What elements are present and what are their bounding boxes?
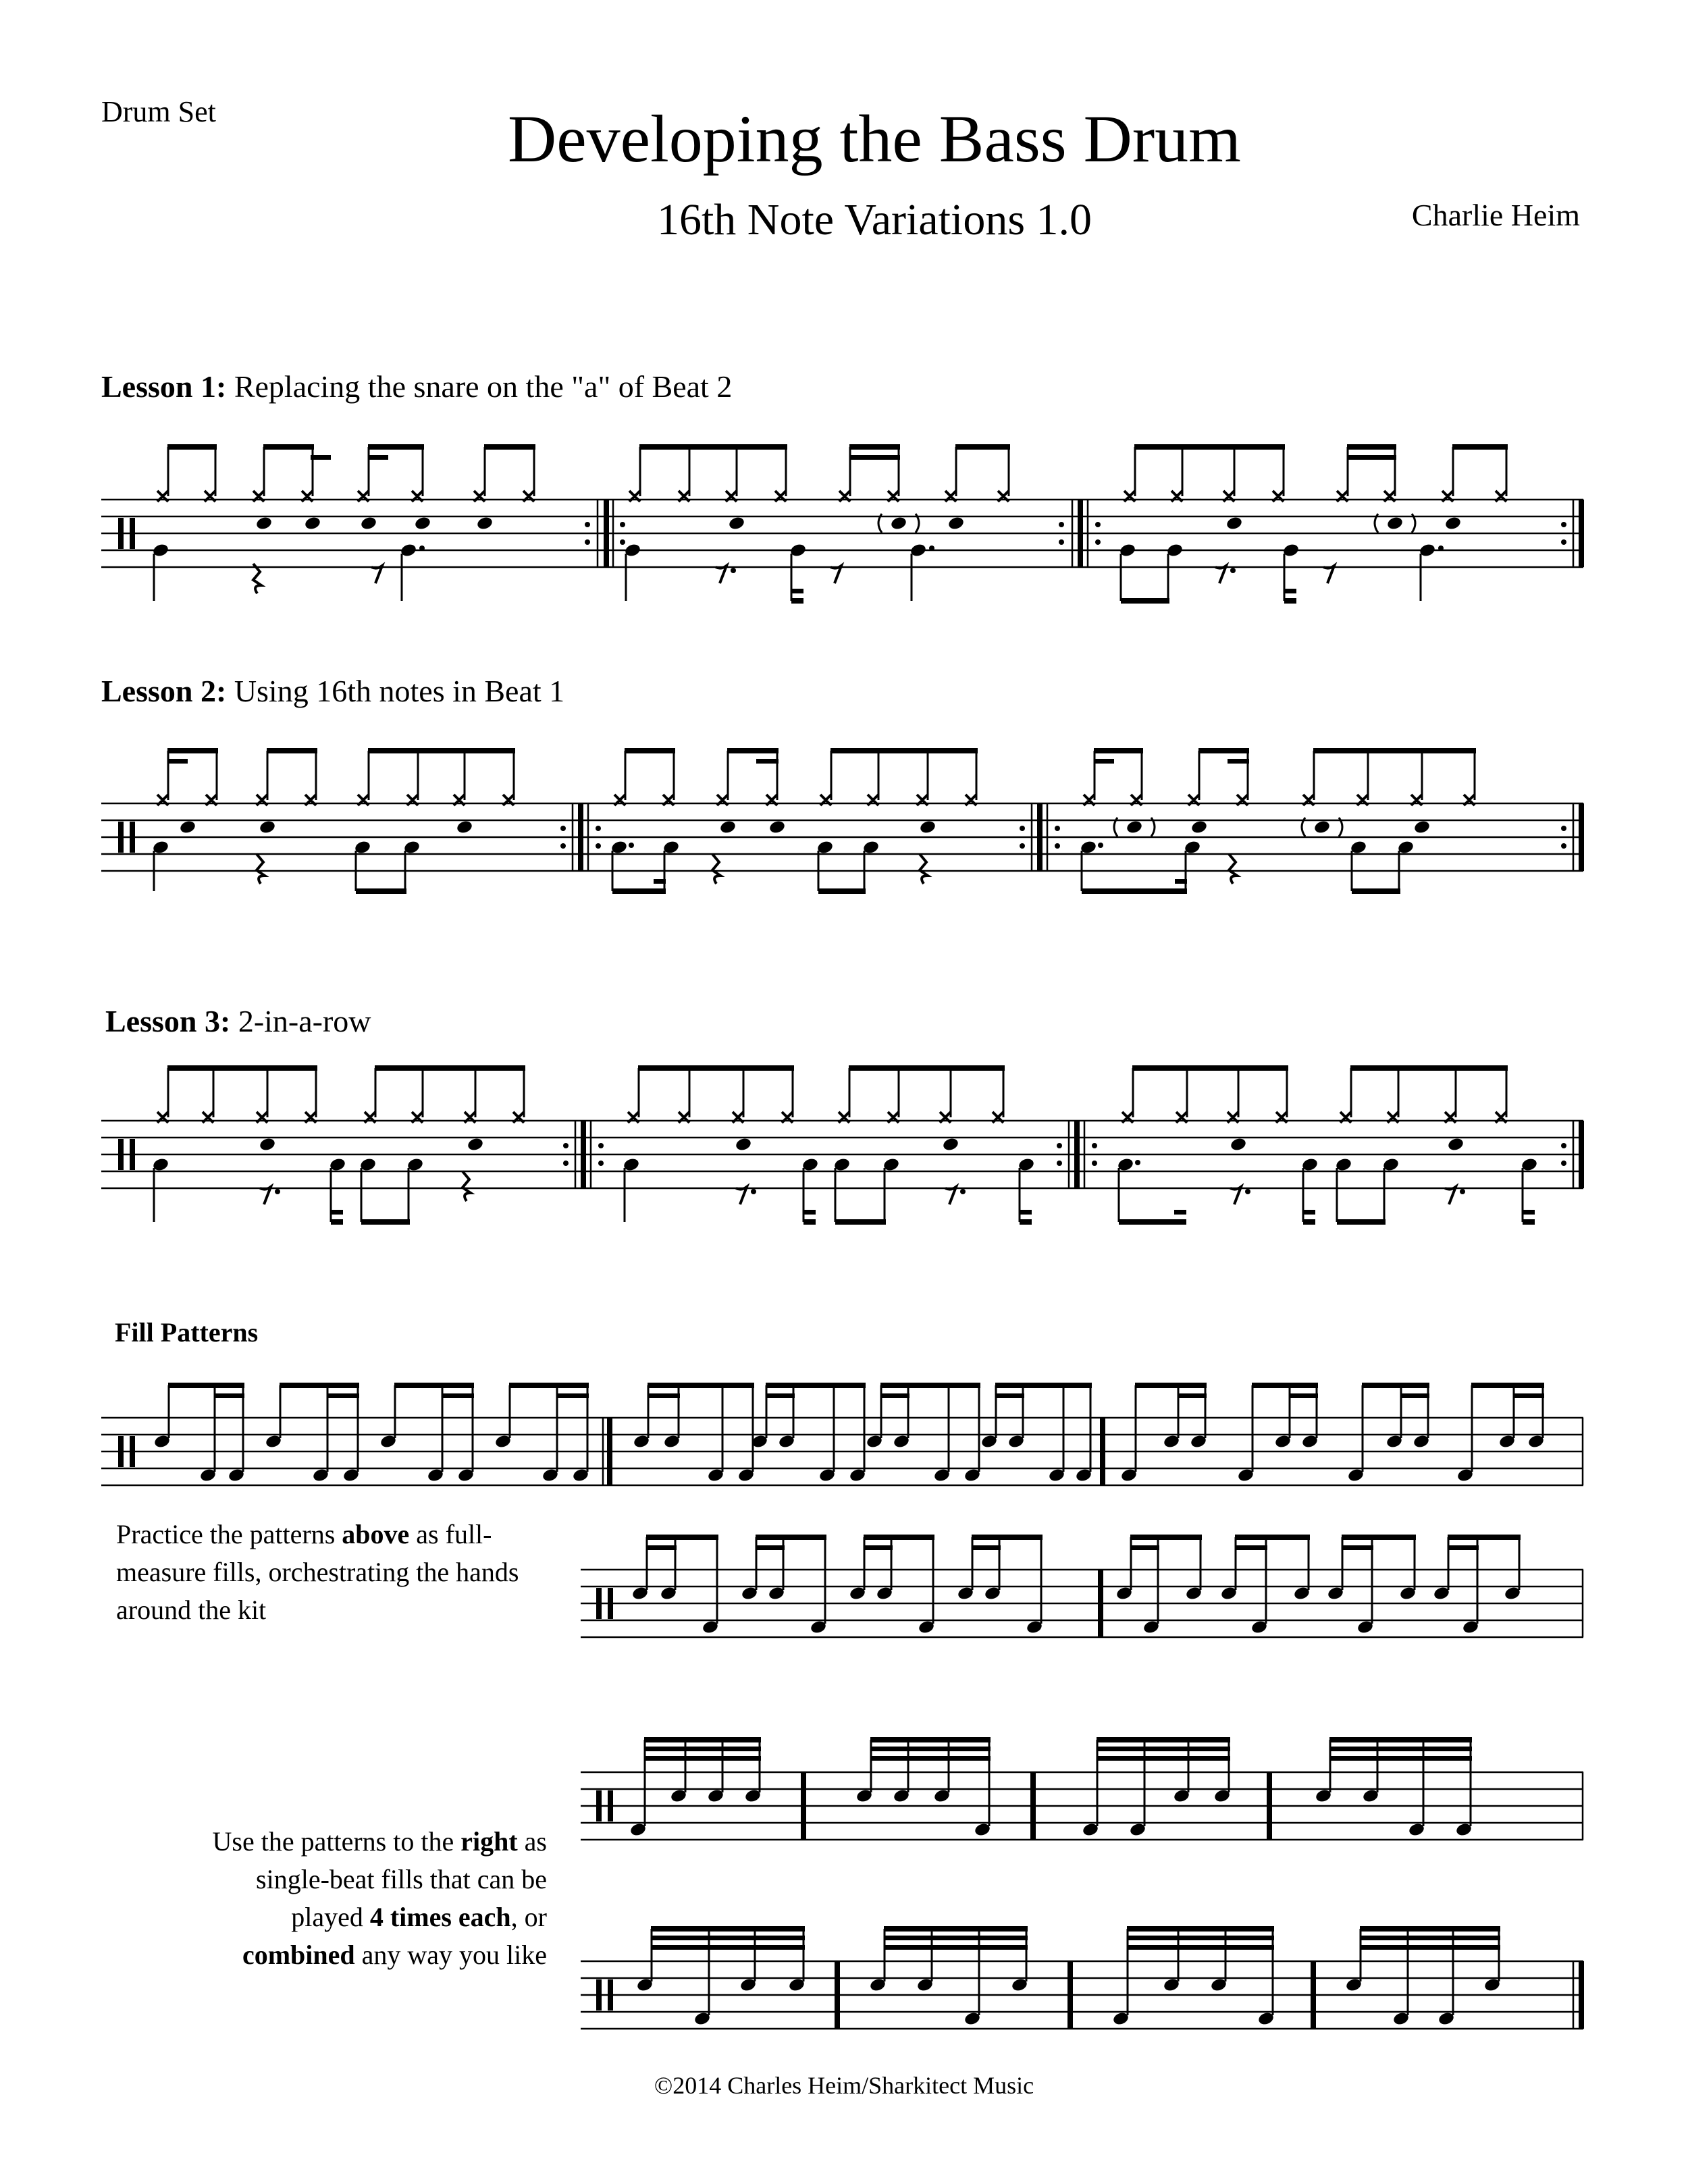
instrument-label: Drum Set bbox=[101, 95, 216, 128]
page-title: Developing the Bass Drum bbox=[508, 101, 1241, 176]
lesson-2-snare-notes bbox=[179, 820, 1431, 835]
single-beat-row-1-notes bbox=[629, 1788, 1473, 1838]
page-subtitle: 16th Note Variations 1.0 bbox=[656, 195, 1092, 244]
lesson-2-label: Lesson 2: bbox=[101, 674, 227, 708]
lesson-3-text: 2-in-a-row bbox=[230, 1004, 371, 1038]
lesson-3-staff bbox=[0, 1053, 1688, 1256]
lesson-1-label: Lesson 1: bbox=[101, 369, 227, 404]
single-beat-fills-staff-2 bbox=[0, 1914, 1688, 2049]
lesson-3-heading bbox=[105, 1003, 371, 1039]
copyright-footer: ©2014 Charles Heim/Sharkitect Music bbox=[654, 2072, 1034, 2099]
lesson-3-snare-notes bbox=[259, 1137, 1465, 1152]
lesson-1-heading bbox=[101, 369, 732, 404]
fill-row-1-notes bbox=[153, 1434, 1545, 1483]
lesson-2-text: Using 16th notes in Beat 1 bbox=[226, 674, 565, 708]
lesson-3-bass-notes bbox=[152, 1157, 1538, 1173]
composer-name: Charlie Heim bbox=[1411, 198, 1580, 232]
lesson-2-heading bbox=[101, 673, 564, 709]
lesson-1-staff bbox=[0, 432, 1688, 635]
practice-fills-staff bbox=[0, 1522, 1688, 1657]
practice-fills-notes bbox=[631, 1586, 1521, 1635]
fill-patterns-heading: Fill Patterns bbox=[115, 1317, 259, 1348]
lesson-2-staff bbox=[0, 736, 1688, 938]
lesson-1-snare-notes bbox=[255, 516, 1462, 531]
fill-patterns-staff bbox=[0, 1370, 1688, 1519]
lesson-1-text: Replacing the snare on the "a" of Beat 2 bbox=[226, 369, 733, 404]
lesson-2-bass-notes bbox=[152, 840, 1415, 855]
lesson-3-label: Lesson 3: bbox=[105, 1004, 231, 1038]
practice-instructions: Practice the patterns above as full-measure fills, orchestrating the hands around the kit bbox=[116, 1519, 519, 1625]
single-beat-instructions: Use the patterns to the right as single-beat fills that can be played 4 times each, or combined any way you like bbox=[212, 1826, 547, 1970]
